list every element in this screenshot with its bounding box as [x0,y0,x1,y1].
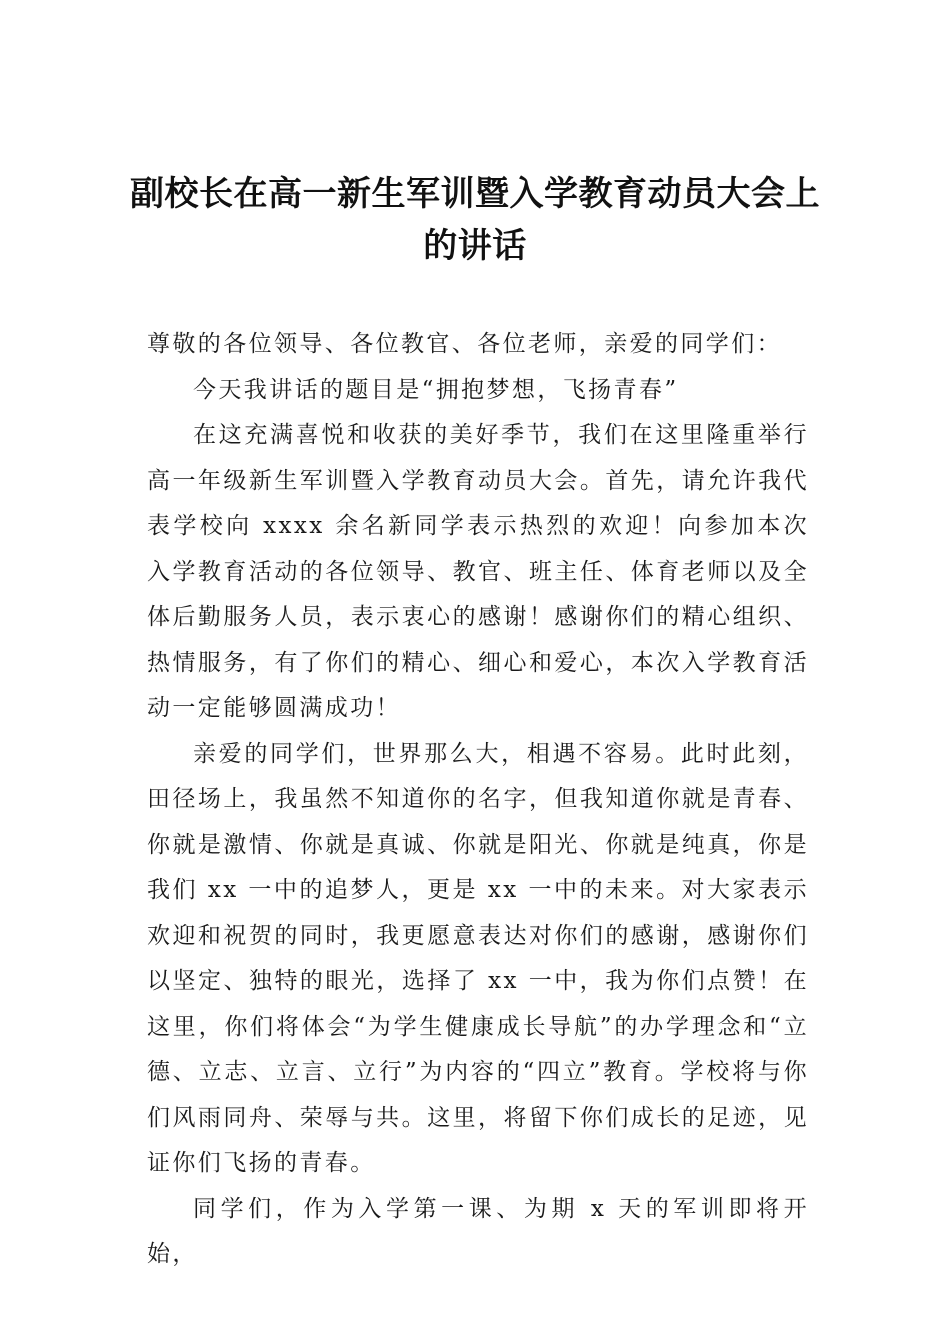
document-title: 副校长在高一新生军训暨入学教育动员大会上的讲话 [130,174,820,266]
paragraph-students: 亲爱的同学们，世界那么大，相遇不容易。此时此刻，田径场上，我虽然不知道你的名字，但我知道你就是青春、你就是激情、你就是真诚、你就是阳光、你就是纯真，你是我们 xx 一中的追梦人，更是 xx 一中的未来。对大家表示欢迎和祝贺的同时，我更愿意表达对你们的感谢，感谢你们以坚定、独特的眼光，选择了 xx 一中，我为你们点赞！在这里，你们将体会“为学生健康成长导航”的办学理念和“立德、立志、立言、立行”为内容的“四立”教育。学校将与你们风雨同舟、荣辱与共。这里，将留下你们成长的足迹，见证你们飞扬的青春。 [147,740,809,1176]
paragraph-military-training: 同学们，作为入学第一课、为期 x 天的军训即将开始， [147,1195,809,1267]
paragraph-topic: 今天我讲话的题目是“拥抱梦想，飞扬青春” [193,376,679,403]
paragraph-welcome: 在这充满喜悦和收获的美好季节，我们在这里隆重举行高一年级新生军训暨入学教育动员大会。首先，请允许我代表学校向 xxxx 余名新同学表示热烈的欢迎！向参加本次入学教育活动的各位领导、教官、班主任、体育老师以及全体后勤服务人员，表示衷心的感谢！感谢你们的精心组织、热情服务，有了你们的精心、细心和爱心，本次入学教育活动一定能够圆满成功！ [147,422,809,721]
salutation: 尊敬的各位领导、各位教官、各位老师，亲爱的同学们： [147,331,782,357]
document-body [147,322,809,1278]
